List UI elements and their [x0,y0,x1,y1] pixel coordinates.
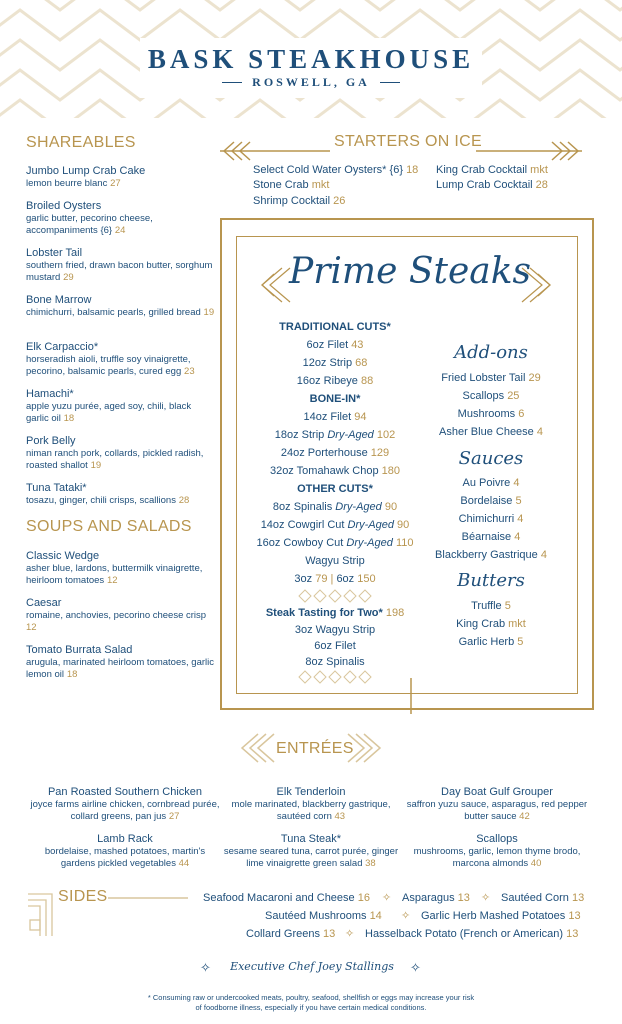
menu-item [26,165,216,190]
item-name: 14oz Cowgirl Cut [260,519,345,531]
item-price: mkt [530,164,548,176]
item-desc: garlic butter, pecorino cheese, accompaniments {6} [26,213,153,236]
item-price: 13 [568,910,581,922]
traditional-cuts-heading: TRADITIONAL CUTS* [279,321,391,333]
item-name: Asher Blue Cheese [439,426,534,438]
item-price: 19 [90,460,102,471]
starter-item [253,163,418,177]
steak-tasting-item [244,606,426,620]
menu-item [26,482,216,507]
item-price: 28 [178,495,190,506]
item-price: 43 [334,811,346,822]
steak-item [246,500,424,514]
item-price: 4 [536,426,543,438]
item-price: 28 [535,179,548,191]
addons-heading: Add-ons [454,342,528,363]
item-name: Caesar [26,597,62,609]
item-desc: joyce farms airline chicken, cornbread purée, collard greens, pan jus [30,799,220,822]
item-desc: asher blue, lardons, buttermilk vinaigrette, heirloom tomatoes [26,563,203,586]
item-name: Blackberry Gastrique [435,549,538,561]
item-price: 110 [395,537,414,549]
sparkle-star-icon: ✧ [382,892,392,904]
starters-heading: STARTERS ON ICE [334,133,482,150]
item-name: Shrimp Cocktail [253,195,331,207]
item-name: Mushrooms [457,408,516,420]
item-price: 18 [66,669,78,680]
side-item [501,892,584,904]
item-name: Hamachi* [26,388,74,400]
sparkle-star-icon: ✧ [481,892,491,904]
sparkle-star-icon: ✧ [200,960,211,975]
item-name: Asparagus [402,892,455,904]
item-price: 38 [365,858,376,869]
item-price: 90 [384,501,398,513]
item-name: Stone Crab [253,179,309,191]
item-name: Chimichurri [458,513,515,525]
item-price: 6 [518,408,525,420]
item-price: 4 [517,513,524,525]
frame-tick-ornament [404,678,418,714]
item-name: 18oz Strip [274,429,325,441]
item-desc: romaine, anchovies, pecorino cheese crisp [26,610,207,621]
diamond-divider-icon [298,670,372,684]
wagyu-strip-prices [250,572,420,586]
item-desc: niman ranch pork, collards, pickled radish, roasted shallot [26,448,204,471]
restaurant-location: ROSWELL, GA [252,75,370,89]
item-price: 129 [370,447,390,459]
item-name: Truffle [471,600,502,612]
starter-item [436,178,548,192]
sparkle-star-icon: ✧ [401,910,411,922]
menu-item [26,388,216,425]
item-price: 5 [517,636,524,648]
item-name: 6oz Filet [306,339,349,351]
sauce-item [430,494,552,508]
restaurant-name: BASK STEAKHOUSE [147,44,475,74]
item-price: 5 [515,495,522,507]
item-price: 68 [355,357,368,369]
shareables-heading: SHAREABLES [26,134,136,151]
sides-heading: SIDES [58,888,108,905]
starter-item [436,163,548,177]
item-price: 43 [351,339,364,351]
item-name: Tomato Burrata Salad [26,644,133,656]
sparkle-star-icon: ✧ [410,960,421,975]
item-price: 94 [354,411,367,423]
item-name: Pork Belly [26,435,76,447]
portion-size: 6oz [336,573,355,585]
item-price: 13 [457,892,470,904]
butter-item [430,599,552,613]
item-name: Fried Lobster Tail [441,372,526,384]
diamond-divider-icon [298,589,372,603]
tasting-component: 8oz Spinalis [305,656,365,668]
butters-heading: Butters [457,570,525,591]
item-price: 27 [168,811,180,822]
bone-in-heading: BONE-IN* [309,393,361,405]
item-price: 102 [376,429,396,441]
menu-item [26,200,216,237]
item-price: 40 [530,858,542,869]
item-price: 79 [315,573,328,585]
sides-heading-rule [108,896,188,900]
sides-deco-corner-icon [26,886,60,938]
addon-item [430,371,552,385]
item-price: 180 [381,465,401,477]
sparkle-star-icon: ✧ [345,928,355,940]
item-name: Elk Carpaccio* [26,341,99,353]
entree-item [402,786,592,823]
menu-item [26,550,216,587]
item-price: 24 [114,225,126,236]
wagyu-strip-name: Wagyu Strip [305,555,365,567]
side-item [402,892,470,904]
item-price: 198 [385,607,405,619]
item-name: King Crab [456,618,506,630]
item-name: Elk Tenderloin [276,786,346,798]
item-price: 29 [528,372,541,384]
entree-item [30,833,220,870]
item-name: Lump Crab Cocktail [436,179,533,191]
item-name: 8oz Spinalis [272,501,333,513]
item-desc: saffron yuzu sauce, asparagus, red pepper butter sauce [406,799,588,822]
soups-salads-heading: SOUPS AND SALADS [26,518,192,535]
menu-item [26,435,216,472]
entree-item [402,833,592,870]
item-price: 18 [63,413,75,424]
item-desc: mushrooms, garlic, lemon thyme brodo, marcona almonds [413,846,581,869]
item-price: 4 [514,531,521,543]
item-name: Pan Roasted Southern Chicken [47,786,203,798]
item-name: 12oz Strip [302,357,353,369]
item-price: 13 [566,928,579,940]
item-price: 90 [397,519,410,531]
portion-size: 3oz [294,573,313,585]
addon-item [430,389,552,403]
price-separator: | [330,573,334,585]
butter-item [430,635,552,649]
health-disclaimer-line-2: of foodborne illness, especially if you have certain medical conditions. [195,1003,427,1012]
item-name: 24oz Porterhouse [280,447,368,459]
item-price: 88 [360,375,374,387]
item-price: 42 [519,811,530,822]
health-disclaimer-line-1: * Consuming raw or undercooked meats, poultry, seafood, shellfish or eggs may increase your risk [147,993,475,1002]
item-name: 16oz Cowboy Cut [256,537,344,549]
addon-item [430,425,552,439]
item-price: 18 [406,164,419,176]
item-price: 12 [26,622,37,633]
steak-item [250,446,420,460]
item-name: Day Boat Gulf Grouper [441,786,553,798]
item-desc: horseradish aioli, truffle soy vinaigrette, pecorino, balsamic pearls, cured egg [26,354,191,377]
item-price: 4 [540,549,547,561]
item-name: Lamb Rack [97,833,153,845]
steak-item [250,374,420,388]
item-desc: southern fried, drawn bacon butter, sorghum mustard [26,260,213,283]
starter-item [253,178,329,192]
item-price: 13 [571,892,585,904]
menu-item [26,247,216,284]
item-note: Dry-Aged [327,429,374,441]
item-price: 27 [110,178,121,189]
item-desc: apple yuzu purée, aged soy, chili, black garlic oil [26,401,192,424]
item-name: Garlic Herb [458,636,515,648]
item-name: Tuna Tataki* [26,482,87,494]
starter-item [253,194,345,208]
item-price: 4 [513,477,520,489]
executive-chef-signature: Executive Chef Joey Stallings [230,960,394,973]
steak-item [250,356,420,370]
steak-item [246,518,424,532]
item-price: 150 [357,573,376,585]
item-name: Béarnaise [461,531,512,543]
item-name: 14oz Filet [303,411,352,423]
steak-item [250,410,420,424]
item-note: Dry-Aged [347,519,394,531]
menu-item [26,341,226,378]
item-name: Lobster Tail [26,247,83,259]
item-price: 14 [369,910,382,922]
steak-item [250,338,420,352]
tasting-component: 3oz Wagyu Strip [294,624,376,636]
item-price: 16 [357,892,370,904]
item-name: Classic Wedge [26,550,100,562]
side-item [203,892,370,904]
item-desc: lemon beurre blanc [26,178,108,189]
location-rule-right [380,82,400,83]
item-price: 19 [203,307,215,318]
item-name: Collard Greens [246,928,320,940]
item-name: 32oz Tomahawk Chop [269,465,379,477]
item-note: Dry-Aged [335,501,382,513]
sauce-item [430,476,552,490]
item-price: 13 [323,928,336,940]
item-name: Steak Tasting for Two* [265,607,383,619]
item-name: Broiled Oysters [26,200,102,212]
sauce-item [426,548,556,562]
item-name: Garlic Herb Mashed Potatoes [421,910,566,922]
item-name: King Crab Cocktail [436,164,528,176]
item-desc: chimichurri, balsamic pearls, grilled bread [26,307,201,318]
prime-steaks-title: Prime Steaks [288,251,531,292]
sauce-item [430,512,552,526]
item-name: Hasselback Potato (French or American) [365,928,564,940]
item-name: Scallops [462,390,505,402]
item-name: Tuna Steak* [280,833,342,845]
side-item [421,910,581,922]
item-price: mkt [311,179,330,191]
menu-item [26,597,216,634]
item-note: Dry-Aged [346,537,393,549]
item-desc: bordelaise, mashed potatoes, martin's gardens pickled vegetables [44,846,206,869]
item-name: Select Cold Water Oysters* {6} [253,164,403,176]
entree-item [30,786,220,823]
side-item [365,928,578,940]
item-desc: tosazu, ginger, chili crisps, scallions [26,495,176,506]
item-name: 16oz Ribeye [296,375,358,387]
item-price: 12 [106,575,118,586]
sauces-heading: Sauces [458,448,524,469]
item-name: Sautéed Mushrooms [265,910,367,922]
entree-item [216,833,406,870]
steak-item [250,464,420,478]
item-name: Scallops [476,833,518,845]
item-price: 25 [507,390,520,402]
butter-item [430,617,552,631]
sauce-item [430,530,552,544]
item-name: Sautéed Corn [501,892,569,904]
item-price: 44 [178,858,190,869]
item-price: 26 [333,195,346,207]
entree-item [216,786,406,823]
steak-item [250,428,420,442]
menu-item [26,294,216,319]
addon-item [430,407,552,421]
steak-item [246,536,424,550]
item-name: Au Poivre [462,477,511,489]
entrees-heading: ENTRÉES [276,740,354,757]
item-price: 5 [504,600,511,612]
tasting-component: 6oz Filet [314,640,356,652]
menu-item [26,644,231,681]
item-name: Jumbo Lump Crab Cake [26,165,146,177]
side-item [265,910,382,922]
other-cuts-heading: OTHER CUTS* [297,483,373,495]
item-name: Seafood Macaroni and Cheese [203,892,355,904]
item-price: 29 [63,272,74,283]
item-desc: arugula, marinated heirloom tomatoes, garlic lemon oil [26,657,214,680]
item-desc: mole marinated, blackberry gastrique, sautéed corn [231,799,391,822]
item-name: Bone Marrow [26,294,92,306]
item-price: mkt [508,618,526,630]
item-price: 23 [184,366,195,377]
side-item [246,928,335,940]
item-name: Bordelaise [460,495,513,507]
item-desc: sesame seared tuna, carrot purée, ginger lime vinaigrette green salad [223,846,399,869]
